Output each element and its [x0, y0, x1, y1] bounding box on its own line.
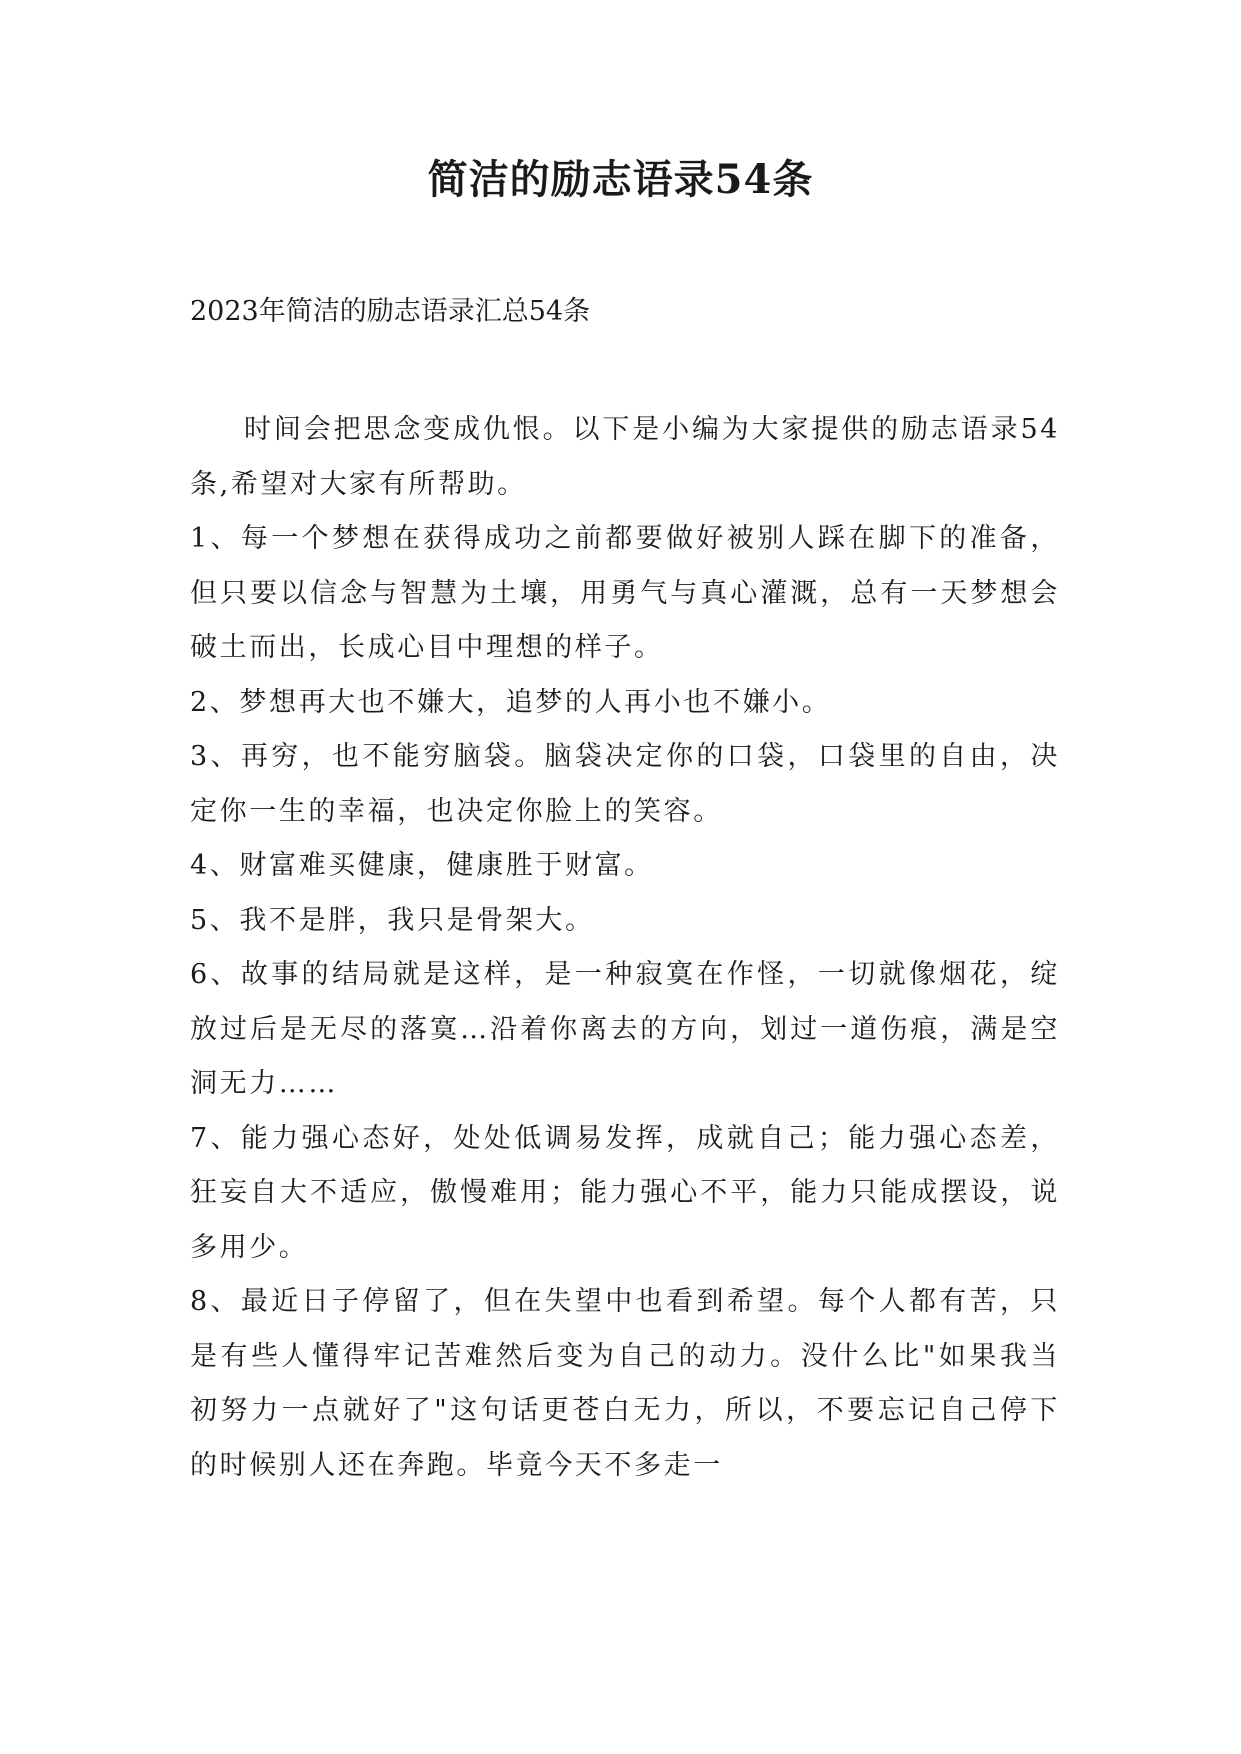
- quote-item-8: 8、最近日子停留了，但在失望中也看到希望。每个人都有苦，只是有些人懂得牢记苦难然后变为自己的动力。没什么比"如果我当初努力一点就好了"这句话更苍白无力，所以，不要忘记自己停下的时候别人还在奔跑。毕竟今天不多走一: [190, 1286, 1060, 1481]
- quote-item-6: 6、故事的结局就是这样，是一种寂寞在作怪，一切就像烟花，绽放过后是无尽的落寞…沿着你离去的方向，划过一道伤痕，满是空洞无力……: [190, 959, 1060, 1099]
- quote-item-2: 2、梦想再大也不嫌大，追梦的人再小也不嫌小。: [190, 686, 832, 718]
- quote-item-1: 1、每一个梦想在获得成功之前都要做好被别人踩在脚下的准备，但只要以信念与智慧为土壤，用勇气与真心灌溉，总有一天梦想会破土而出，长成心目中理想的样子。: [190, 523, 1060, 663]
- document-subtitle: 2023年简洁的励志语录汇总54条: [190, 296, 591, 327]
- page-title: 简洁的励志语录54条: [427, 156, 814, 203]
- document-body: [190, 403, 1060, 1493]
- quote-item-3: 3、再穷，也不能穷脑袋。脑袋决定你的口袋，口袋里的自由，决定你一生的幸福，也决定你脸上的笑容。: [190, 741, 1060, 827]
- quote-item-4: 4、财富难买健康，健康胜于财富。: [190, 850, 654, 881]
- intro-paragraph: 时间会把思念变成仇恨。以下是小编为大家提供的励志语录54条,希望对大家有所帮助。: [190, 414, 1060, 500]
- quote-item-5: 5、我不是胖，我只是骨架大。: [190, 904, 595, 936]
- quote-item-7: 7、能力强心态好，处处低调易发挥，成就自己；能力强心态差，狂妄自大不适应，傲慢难用；能力强心不平，能力只能成摆设，说多用少。: [190, 1122, 1060, 1263]
